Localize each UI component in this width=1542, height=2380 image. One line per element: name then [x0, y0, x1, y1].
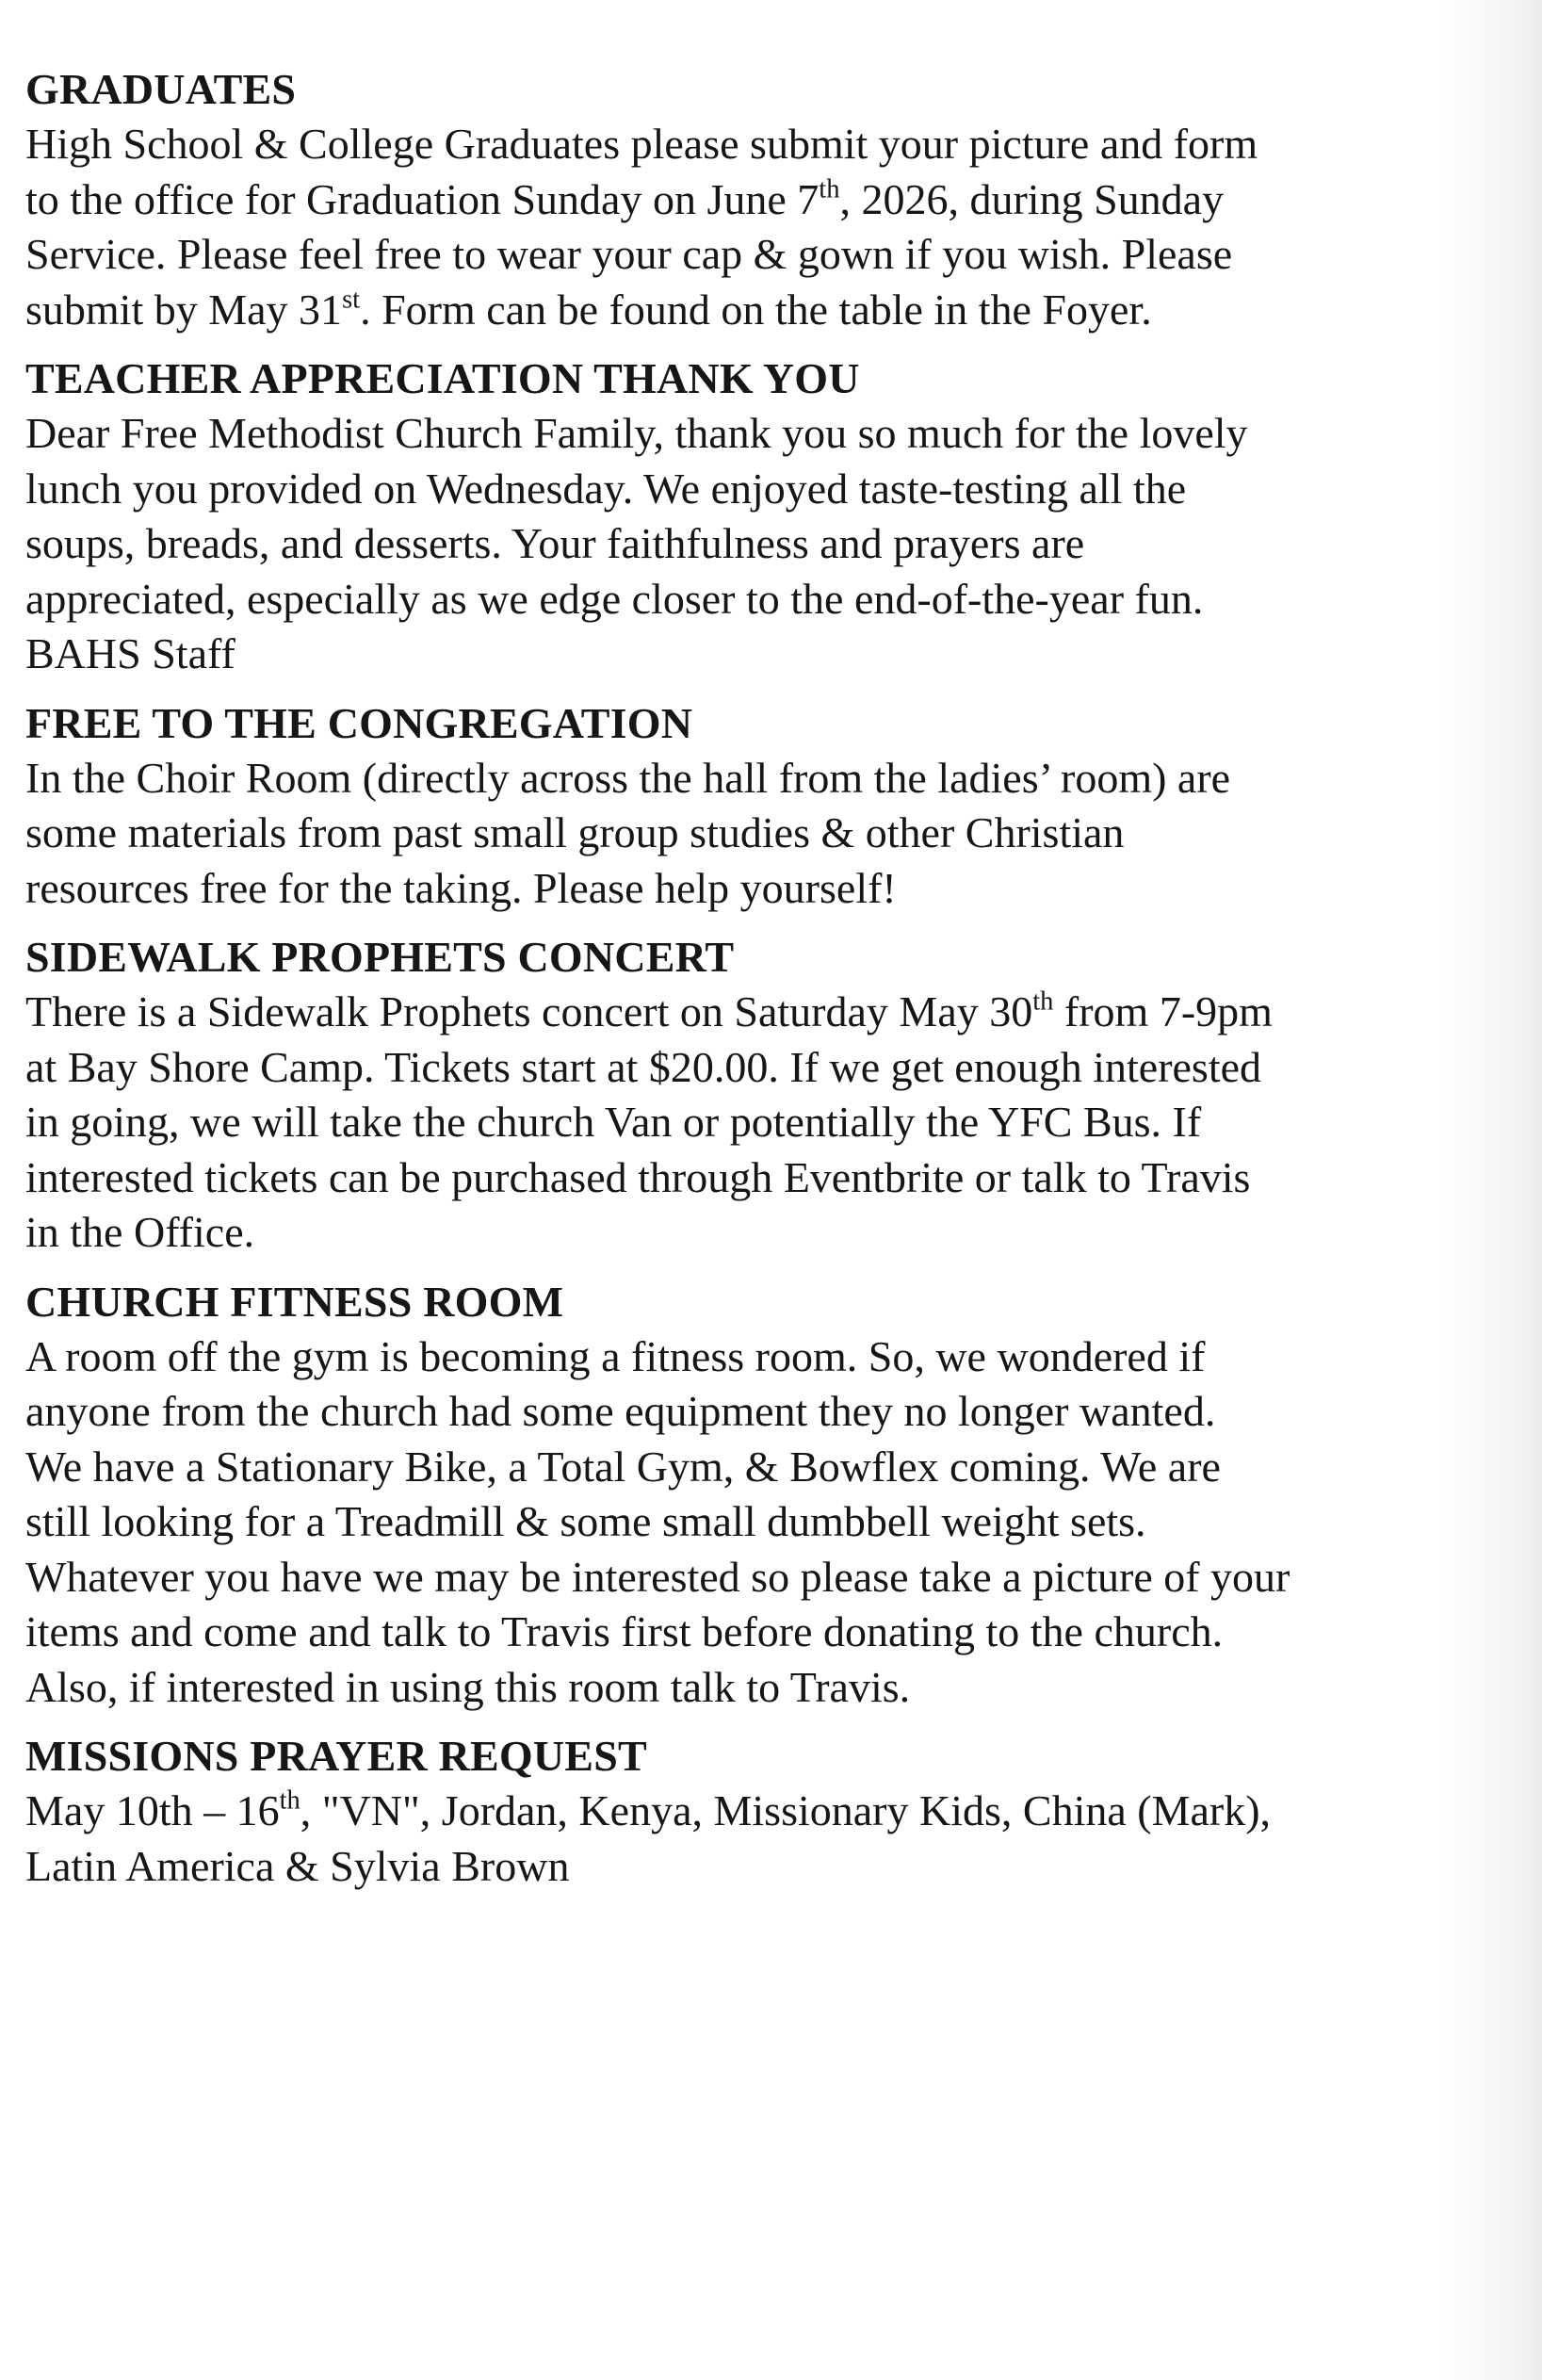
- announcements-column: [25, 62, 1438, 1908]
- text-run: There is a Sidewalk Prophets concert on Saturday May 30: [25, 987, 1033, 1035]
- section-body-missions-prayer-request: [25, 1784, 1438, 1894]
- section-body-graduates: [25, 117, 1438, 337]
- text-run: anyone from the church had some equipment they no longer wanted.: [25, 1387, 1216, 1435]
- body-line: [25, 1384, 1438, 1440]
- section-sidewalk-prophets-concert: [25, 930, 1438, 1261]
- section-body-free-to-congregation: [25, 751, 1438, 917]
- text-run: interested tickets can be purchased through Eventbrite or talk to Travis: [25, 1152, 1251, 1201]
- ordinal-suffix: th: [279, 1785, 300, 1816]
- text-run: Service. Please feel free to wear your cap & gown if you wish. Please: [25, 230, 1233, 278]
- section-church-fitness-room: [25, 1275, 1438, 1716]
- text-run: . Form can be found on the table in the Foyer.: [360, 285, 1152, 334]
- body-line: [25, 117, 1438, 172]
- body-line: [25, 1660, 1438, 1716]
- section-heading-teacher-appreciation: TEACHER APPRECIATION THANK YOU: [25, 354, 860, 402]
- section-body-church-fitness-room: [25, 1329, 1438, 1716]
- text-run: appreciated, especially as we edge closer to the end-of-the-year fun.: [25, 574, 1204, 623]
- body-line: [25, 806, 1438, 861]
- ordinal-suffix: th: [819, 173, 840, 204]
- body-line: [25, 1095, 1438, 1150]
- text-run: High School & College Graduates please submit your picture and form: [25, 120, 1258, 168]
- body-line: [25, 1605, 1438, 1660]
- section-heading-free-to-congregation: FREE TO THE CONGREGATION: [25, 698, 693, 747]
- section-graduates: [25, 62, 1438, 337]
- text-run: to the office for Graduation Sunday on June 7: [25, 174, 820, 223]
- body-line: [25, 406, 1438, 462]
- body-line: [25, 1550, 1438, 1606]
- paper-edge-shadow: [1438, 0, 1542, 2380]
- body-line: [25, 1329, 1438, 1385]
- body-line: [25, 283, 1438, 338]
- body-line: [25, 627, 1438, 682]
- text-run: submit by May 31: [25, 285, 343, 334]
- text-run: lunch you provided on Wednesday. We enjoyed taste-testing all the: [25, 464, 1187, 513]
- body-line: [25, 1150, 1438, 1206]
- text-run: Whatever you have we may be interested so please take a picture of your: [25, 1552, 1290, 1601]
- section-free-to-congregation: [25, 696, 1438, 917]
- ordinal-suffix: th: [1032, 986, 1054, 1017]
- section-heading-church-fitness-room: CHURCH FITNESS ROOM: [25, 1277, 564, 1326]
- body-line: [25, 1494, 1438, 1550]
- text-run: resources free for the taking. Please help yourself!: [25, 863, 897, 912]
- body-line: [25, 572, 1438, 628]
- body-line: [25, 1040, 1438, 1096]
- section-teacher-appreciation: [25, 351, 1438, 682]
- text-run: Latin America & Sylvia Brown: [25, 1841, 570, 1890]
- section-missions-prayer-request: [25, 1729, 1438, 1894]
- section-body-teacher-appreciation: [25, 406, 1438, 682]
- body-line: [25, 462, 1438, 517]
- body-line: [25, 985, 1438, 1040]
- text-run: BAHS Staff: [25, 629, 235, 677]
- body-line: [25, 751, 1438, 807]
- section-heading-missions-prayer-request: MISSIONS PRAYER REQUEST: [25, 1732, 647, 1780]
- section-heading-graduates: GRADUATES: [25, 65, 297, 113]
- body-line: [25, 172, 1438, 228]
- text-run: at Bay Shore Camp. Tickets start at $20.00. If we get enough interested: [25, 1042, 1262, 1091]
- text-run: We have a Stationary Bike, a Total Gym, & Bowflex coming. We are: [25, 1442, 1221, 1491]
- body-line: [25, 1440, 1438, 1495]
- text-run: in going, we will take the church Van or potentially the YFC Bus. If: [25, 1098, 1202, 1146]
- text-run: May 10th – 16: [25, 1786, 280, 1834]
- body-line: [25, 861, 1438, 917]
- section-heading-sidewalk-prophets-concert: SIDEWALK PROPHETS CONCERT: [25, 933, 735, 981]
- text-run: , 2026, during Sunday: [839, 174, 1225, 223]
- text-run: , "VN", Jordan, Kenya, Missionary Kids, China (Mark),: [300, 1786, 1272, 1834]
- body-line: [25, 227, 1438, 283]
- text-run: some materials from past small group studies & other Christian: [25, 808, 1125, 856]
- body-line: [25, 1205, 1438, 1261]
- text-run: items and come and talk to Travis first before donating to the church.: [25, 1607, 1224, 1655]
- text-run: still looking for a Treadmill & some small dumbbell weight sets.: [25, 1497, 1146, 1545]
- text-run: A room off the gym is becoming a fitness room. So, we wondered if: [25, 1331, 1206, 1380]
- body-line: [25, 516, 1438, 572]
- ordinal-suffix: st: [342, 284, 361, 314]
- text-run: Dear Free Methodist Church Family, thank you so much for the lovely: [25, 409, 1248, 457]
- text-run: in the Office.: [25, 1208, 255, 1256]
- text-run: from 7-9pm: [1053, 987, 1273, 1035]
- text-run: In the Choir Room (directly across the hall from the ladies’ room) are: [25, 753, 1231, 802]
- body-line: [25, 1839, 1438, 1895]
- text-run: soups, breads, and desserts. Your faithfulness and prayers are: [25, 519, 1085, 567]
- text-run: Also, if interested in using this room talk to Travis.: [25, 1662, 911, 1711]
- body-line: [25, 1784, 1438, 1839]
- section-body-sidewalk-prophets-concert: [25, 985, 1438, 1261]
